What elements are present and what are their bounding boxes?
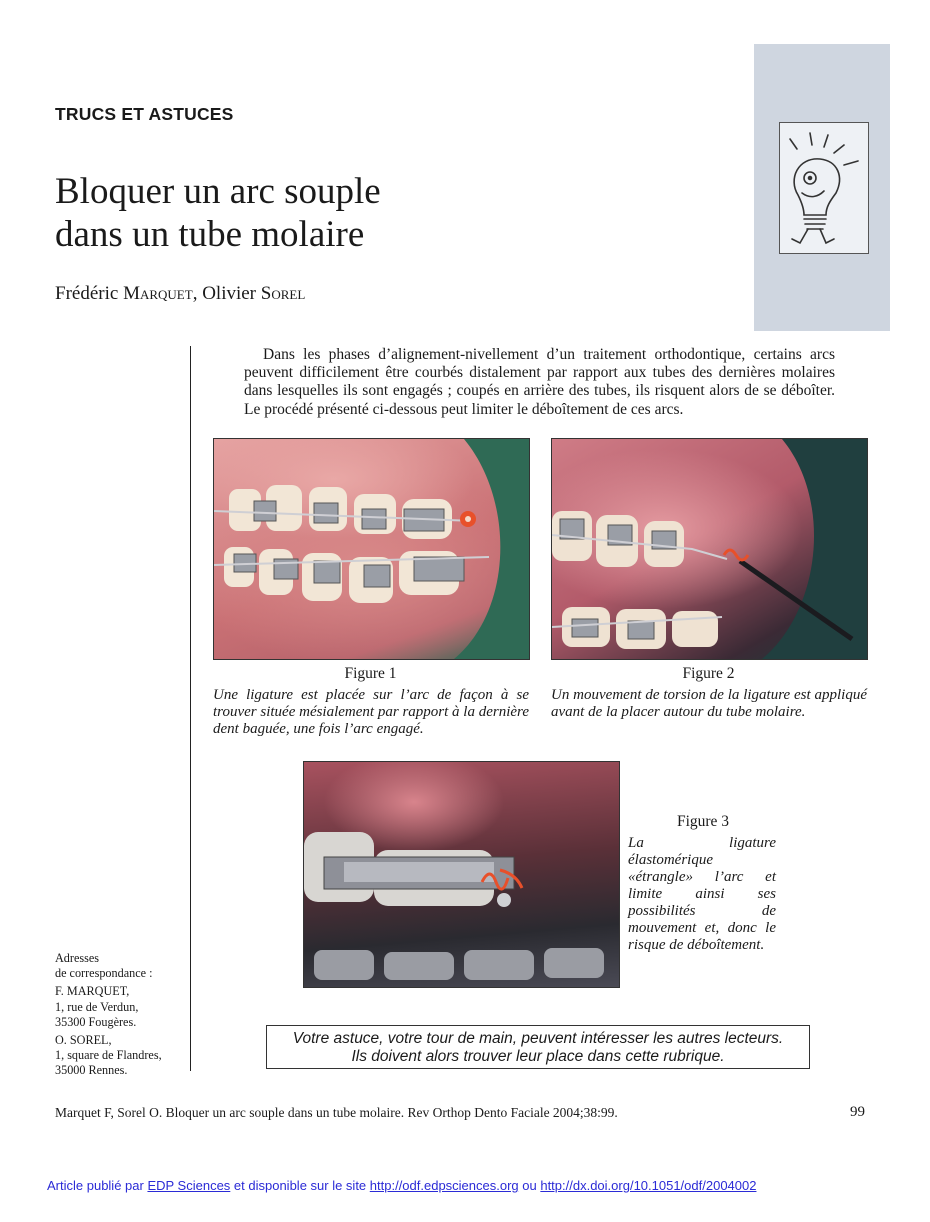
authors [55, 283, 305, 305]
author-separator: , Olivier [192, 283, 261, 304]
figure-1-caption: Une ligature est placée sur l’arc de façon à se trouver située mésialement par rapport à la dernière dent baguée, une fois l’arc engagé. [213, 687, 529, 737]
address-2-line-2: 35000 Rennes. [55, 1063, 128, 1078]
figure-3-caption: La ligature élastomérique «étrangle» l’arc et limite ainsi ses possibilités de mouvement et, donc le risque de déboîtement. [628, 835, 776, 953]
figure-2-label: Figure 2 [682, 665, 735, 682]
address-1-line-2: 35300 Fougères. [55, 1014, 137, 1029]
address-1-name: F. MARQUET, [55, 984, 130, 999]
figure-3-photo [303, 761, 620, 988]
column-rule [190, 346, 191, 1071]
footer-prefix: Article publié par [47, 1178, 148, 1193]
citation: Marquet F, Sorel O. Bloquer un arc souple dans un tube molaire. Rev Orthop Dento Faciale 2004;38:99. [55, 1105, 618, 1120]
address-2-line-1: 1, square de Flandres, [55, 1048, 162, 1063]
footer-middle: et disponible sur le site [230, 1178, 370, 1193]
address-heading-2: de correspondance : [55, 966, 153, 981]
publisher-link[interactable]: EDP Sciences [147, 1178, 231, 1193]
figure-1-photo [213, 438, 530, 660]
article-title [55, 170, 381, 256]
figure-1-label: Figure 1 [344, 665, 397, 682]
callout-box [266, 1025, 810, 1069]
footer-or: ou [518, 1178, 541, 1193]
author2-last: Sorel [260, 283, 306, 304]
callout-line-2: Ils doivent alors trouver leur place dans cette rubrique. [351, 1048, 725, 1065]
figure-3-label: Figure 3 [676, 813, 730, 830]
lightbulb-logo-icon [779, 122, 869, 254]
figure-2-caption: Un mouvement de torsion de la ligature est appliqué avant de la placer autour du tube molaire. [551, 687, 867, 720]
address-heading-1: Adresses [55, 951, 100, 965]
figure-2-photo [551, 438, 868, 660]
author1-first: Frédéric [55, 283, 124, 304]
intro-paragraph: Dans les phases d’alignement-nivellement d’un traitement orthodontique, certains arcs peuvent difficilement être courbés distalement par rapport aux tubes des dernières molaires dans lesquelles ils sont engagés ; coupés en arrière des tubes, ils risquent alors de se déboîter. Le procédé présenté ci-dessous peut limiter le déboîtement de ces arcs. [244, 346, 835, 418]
address-2-name: O. SOREL, [55, 1033, 112, 1048]
rubric-label: TRUCS ET ASTUCES [55, 104, 234, 124]
doi-link[interactable]: http://dx.doi.org/10.1051/odf/2004002 [540, 1178, 757, 1193]
site-link[interactable]: http://odf.edpsciences.org [369, 1178, 519, 1193]
correspondence-address [55, 951, 162, 1079]
title-line-1: Bloquer un arc souple [55, 171, 381, 212]
author1-last: Marquet [123, 283, 193, 304]
title-line-2: dans un tube molaire [55, 214, 365, 255]
callout-line-1: Votre astuce, votre tour de main, peuvent intéresser les autres lecteurs. [292, 1030, 784, 1047]
address-1-line-1: 1, rue de Verdun, [55, 999, 139, 1014]
page-number: 99 [850, 1104, 865, 1120]
publisher-footer [47, 1178, 756, 1193]
